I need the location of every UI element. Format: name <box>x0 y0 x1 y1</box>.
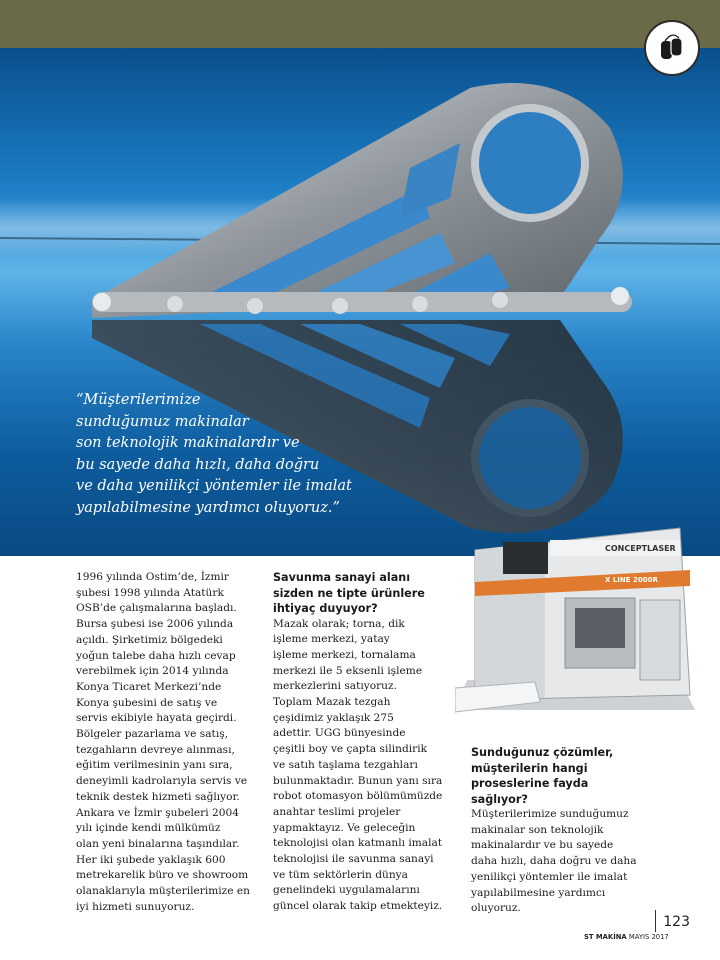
text-line: yoğun talebe daha hızlı cevap <box>76 649 236 662</box>
text-line: çeşidimiz yaklaşık 275 <box>273 711 394 724</box>
text-line: yapılabilmesine yardımcı <box>471 886 606 899</box>
quote-line: ve daha yenilikçi yöntemler ile imalat <box>76 478 352 495</box>
text-line: yapmaktayız. Ve geleceğin <box>273 821 416 834</box>
text-line: şubesi 1998 yılında Atatürk <box>76 586 224 599</box>
text-line: eğitim verilmesinin yanı sıra, <box>76 759 233 772</box>
section-badge <box>644 20 700 76</box>
text-line: genelindeki uygulamalarını <box>273 884 420 897</box>
machine-model-label: X LINE 2000R <box>605 576 658 584</box>
pull-quote <box>76 390 396 520</box>
text-line: makinalardır ve bu sayede <box>471 839 614 852</box>
text-line: çeşitli boy ve çapta silindirik <box>273 743 427 756</box>
text-line: Mazak olarak; torna, dik <box>273 617 405 630</box>
text-line: yenilikçi yöntemler ile imalat <box>471 870 628 883</box>
dog-tags-icon <box>655 31 689 65</box>
text-line: olan yeni binalarına taşındılar. <box>76 837 240 850</box>
question-heading: Savunma sanayi alanı <box>273 571 411 584</box>
text-line: robot otomasyon bölümümüzde <box>273 790 443 803</box>
text-line: makinalar son teknolojik <box>471 823 604 836</box>
machine-brand-label: CONCEPTLASER <box>605 544 676 553</box>
machine-illustration <box>455 520 701 730</box>
text-line: servis ekibiyle hayata geçirdi. <box>76 712 237 725</box>
quote-line: son teknolojik makinalardır ve <box>76 435 300 452</box>
text-line: yılı içinde kendi mülkümüz <box>76 822 221 835</box>
text-line: metrekarelik büro ve showroom <box>76 869 249 882</box>
text-line: Toplam Mazak tezgah <box>273 696 391 709</box>
concept-laser-machine-photo <box>455 520 701 730</box>
question-heading: Sunduğunuz çözümler, <box>471 746 614 759</box>
article-column-1 <box>76 570 256 915</box>
folio-divider <box>655 910 656 932</box>
text-line: tezgahların devreye alınması, <box>76 743 235 756</box>
page-number: 123 <box>663 914 690 930</box>
question-heading: sağlıyor? <box>471 792 528 806</box>
text-line: Ankara ve İzmir şubeleri 2004 <box>76 806 239 819</box>
quote-line: “Müşterilerimize <box>76 392 201 408</box>
question-heading: proseslerine fayda <box>471 777 589 790</box>
question-heading: ihtiyaç duyuyor? <box>273 602 378 615</box>
text-line: teknolojisi ile savunma sanayi <box>273 853 434 866</box>
text-line: işleme merkezi, yatay <box>273 633 390 646</box>
text-line: 1996 yılında Ostim’de, İzmir <box>76 571 229 583</box>
text-line: oluyoruz. <box>471 902 521 915</box>
article-column-2 <box>273 570 458 915</box>
text-line: daha hızlı, daha doğru ve daha <box>471 855 637 868</box>
text-line: Bursa şubesi ise 2006 yılında <box>76 618 234 631</box>
text-line: deneyimli kadrolarıyla servis ve <box>76 775 248 788</box>
text-line: ve tüm sektörlerin dünya <box>273 868 408 881</box>
text-line: anahtar teslimi projeler <box>273 805 401 818</box>
question-heading: sizden ne tipte ürünlere <box>273 586 425 600</box>
article-column-3 <box>471 745 651 917</box>
text-line: Her iki şubede yaklaşık 600 <box>76 853 226 866</box>
text-line: teknolojisi olan katmanlı imalat <box>273 837 443 850</box>
text-line: Konya şubesini de satış ve <box>76 696 218 709</box>
text-line: teknik destek hizmeti sağlıyor. <box>76 790 240 803</box>
text-line: merkezlerini satıyoruz. <box>273 680 397 693</box>
text-line: bulunmaktadır. Bunun yanı sıra <box>273 774 443 787</box>
text-line: işleme merkezi, tornalama <box>273 648 416 661</box>
quote-line: yapılabilmesine yardımcı oluyoruz.” <box>76 499 340 516</box>
text-line: ve satıh taşlama tezgahları <box>273 758 418 771</box>
text-line: Konya Ticaret Merkezi’nde <box>76 680 222 693</box>
text-line: olanaklarıyla müşterilerimize en <box>76 885 250 898</box>
text-line: Bölgeler pazarlama ve satış, <box>76 728 229 741</box>
text-line: adettir. UGG bünyesinde <box>273 727 406 740</box>
text-line: verebilmek için 2014 yılında <box>76 665 229 678</box>
question-heading: müşterilerin hangi <box>471 761 588 775</box>
top-color-band <box>0 0 720 48</box>
text-line: OSB’de çalışmalarına başladı. <box>76 602 237 615</box>
text-line: açıldı. Şirketimiz bölgedeki <box>76 633 223 646</box>
text-line: güncel olarak takip etmekteyiz. <box>273 900 443 913</box>
magazine-issue: MAYIS 2017 <box>628 933 669 941</box>
magazine-footer <box>584 933 669 941</box>
magazine-name: ST MAKİNA <box>584 933 627 941</box>
text-line: iyi hizmeti sunuyoruz. <box>76 900 195 913</box>
text-line: merkezi ile 5 eksenli işleme <box>273 664 423 677</box>
quote-line: sunduğumuz makinalar <box>76 413 249 430</box>
quote-line: bu sayede daha hızlı, daha doğru <box>76 456 320 473</box>
text-line: Müşterilerimize sunduğumuz <box>471 808 629 820</box>
